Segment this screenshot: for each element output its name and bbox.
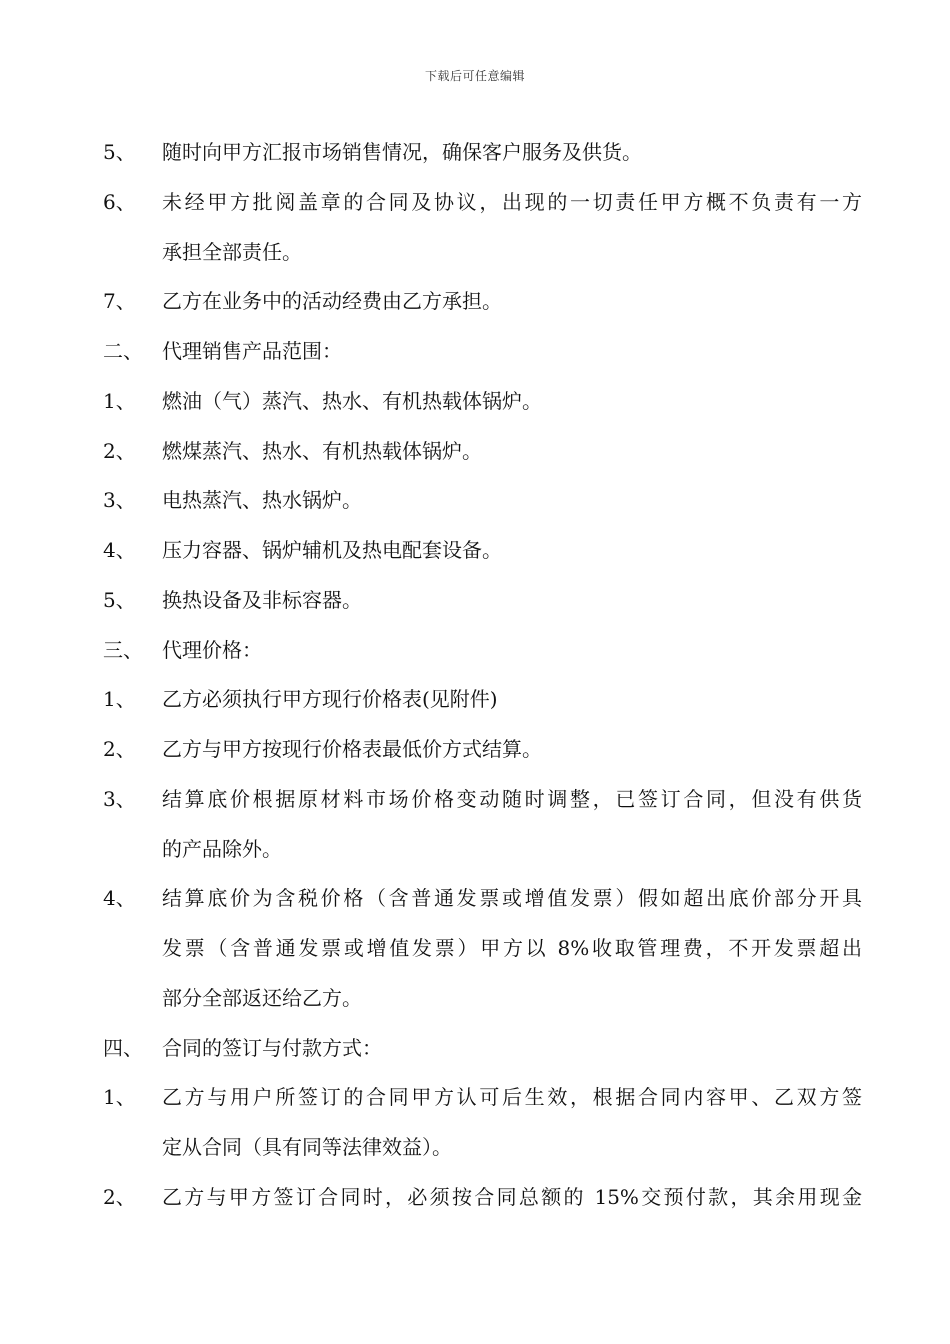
document-line (0, 377, 950, 427)
document-line (0, 1024, 950, 1074)
list-number: 2、 (103, 737, 136, 761)
document-line (0, 228, 950, 278)
paragraph-text: 代理销售产品范围： (162, 339, 342, 363)
paragraph-text: 压力容器、锅炉辅机及热电配套设备。 (162, 538, 502, 562)
list-number: 3、 (103, 786, 136, 811)
document-line (0, 725, 950, 775)
list-number: 1、 (103, 388, 136, 413)
document-line (0, 576, 950, 626)
paragraph-text: 乙方与甲方按现行价格表最低价方式结算。 (162, 737, 542, 761)
paragraph-text: 乙方与用户所签订的合同甲方认可后生效，根据合同内容甲、乙双方签 (162, 1085, 862, 1110)
list-number: 二、 (103, 339, 143, 363)
paragraph-text: 燃油（气）蒸汽、热水、有机热载体锅炉。 (162, 388, 542, 413)
list-number: 4、 (103, 886, 136, 911)
list-number: 2、 (103, 1184, 136, 1209)
paragraph-text: 部分全部返还给乙方。 (162, 985, 362, 1010)
document-line (0, 924, 950, 974)
document-line (0, 427, 950, 477)
list-number: 7、 (103, 289, 136, 314)
document-line (0, 277, 950, 327)
list-number: 3、 (103, 488, 136, 513)
document-line (0, 327, 950, 377)
document-line (0, 526, 950, 576)
paragraph-text: 燃煤蒸汽、热水、有机热载体锅炉。 (162, 438, 482, 463)
document-body (0, 128, 950, 1223)
list-number: 4、 (103, 538, 136, 562)
paragraph-text: 发票（含普通发票或增值发票）甲方以 8%收取管理费，不开发票超出 (162, 936, 862, 960)
list-number: 1、 (103, 687, 136, 712)
list-number: 2、 (103, 438, 136, 463)
paragraph-text: 结算底价为含税价格（含普通发票或增值发票）假如超出底价部分开具 (162, 886, 862, 911)
paragraph-text: 换热设备及非标容器。 (162, 587, 362, 612)
list-number: 5、 (103, 140, 136, 164)
paragraph-text: 承担全部责任。 (162, 239, 302, 264)
document-line (0, 825, 950, 875)
document-line (0, 874, 950, 924)
paragraph-text: 代理价格： (162, 637, 262, 662)
paragraph-text: 乙方在业务中的活动经费由乙方承担。 (162, 289, 502, 314)
list-number: 三、 (103, 637, 143, 662)
document-line (0, 1073, 950, 1123)
paragraph-text: 合同的签订与付款方式： (162, 1035, 382, 1060)
paragraph-text: 的产品除外。 (162, 836, 282, 861)
paragraph-text: 乙方与甲方签订合同时，必须按合同总额的 15%交预付款，其余用现金 (162, 1184, 862, 1209)
document-line (0, 974, 950, 1024)
document-line (0, 178, 950, 228)
paragraph-text: 随时向甲方汇报市场销售情况，确保客户服务及供货。 (162, 140, 642, 164)
document-line (0, 128, 950, 178)
document-line (0, 1123, 950, 1173)
list-number: 5、 (103, 587, 136, 612)
paragraph-text: 结算底价根据原材料市场价格变动随时调整，已签订合同，但没有供货 (162, 786, 862, 811)
paragraph-text: 电热蒸汽、热水锅炉。 (162, 488, 362, 513)
document-line (0, 1173, 950, 1223)
page-header: 下载后可任意编辑 (424, 69, 525, 83)
paragraph-text: 定从合同（具有同等法律效益）。 (162, 1135, 452, 1159)
list-number: 1、 (103, 1085, 136, 1110)
document-line (0, 626, 950, 676)
document-line (0, 476, 950, 526)
list-number: 6、 (103, 189, 136, 214)
document-line (0, 775, 950, 825)
document-line (0, 675, 950, 725)
paragraph-text: 乙方必须执行甲方现行价格表(见附件) (162, 687, 498, 712)
list-number: 四、 (103, 1035, 143, 1060)
paragraph-text: 未经甲方批阅盖章的合同及协议，出现的一切责任甲方概不负责有一方 (162, 189, 862, 214)
